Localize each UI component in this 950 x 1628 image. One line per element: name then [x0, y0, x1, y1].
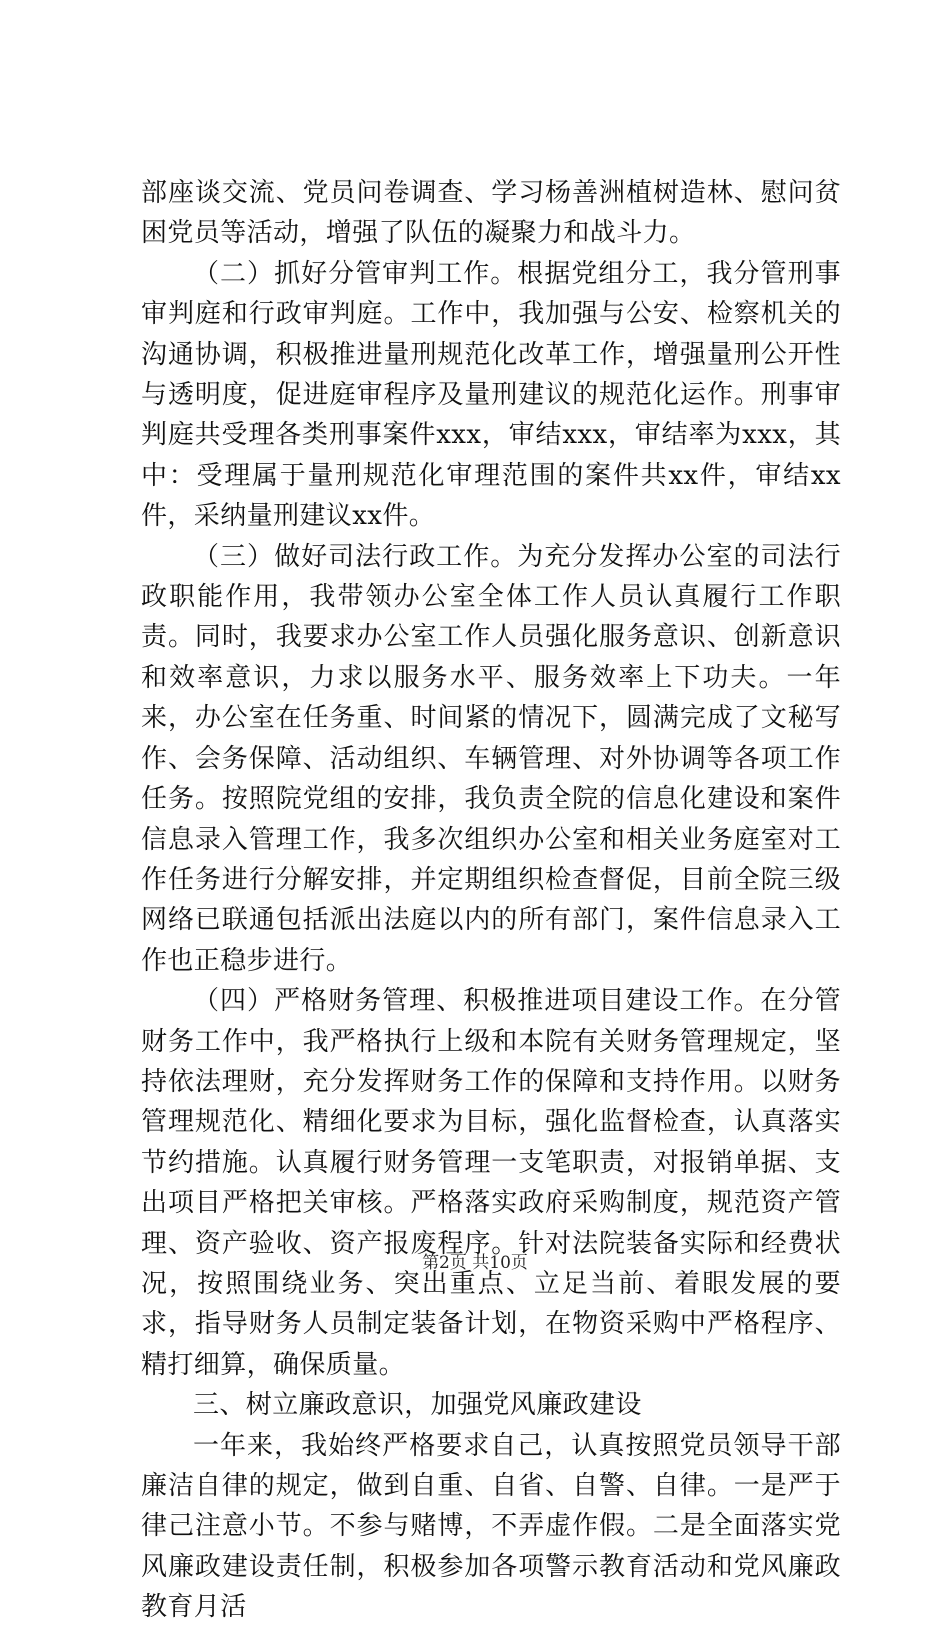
document-body: [141, 173, 841, 1628]
page-footer: [0, 1252, 950, 1274]
paragraph-finance: （四）严格财务管理、积极推进项目建设工作。在分管财务工作中，我严格执行上级和本院有关财务管理规定，坚持依法理财，充分发挥财务工作的保障和支持作用。以财务管理规范化、精细化要求为目标，强化监督检查，认真落实节约措施。认真履行财务管理一支笔职责，对报销单据、支出项目严格把关审核。严格落实政府采购制度，规范资产管理、资产验收、资产报废程序。针对法院装备实际和经费状况，按照围绕业务、突出重点、立足当前、着眼发展的要求，指导财务人员制定装备计划，在物资采购中严格程序、精打细算，确保质量。: [141, 986, 841, 1380]
paragraph-trial-work: （二）抓好分管审判工作。根据党组分工，我分管刑事审判庭和行政审判庭。工作中，我加强与公安、检察机关的沟通协调，积极推进量刑规范化改革工作，增强量刑公开性与透明度，促进庭审程序及量刑建议的规范化运作。刑事审判庭共受理各类刑事案件xxx，审结xxx，审结率为xxx，其中：受理属于量刑规范化审理范围的案件共xx件，审结xx件，采纳量刑建议xx件。: [141, 258, 841, 532]
paragraph-continuation: 部座谈交流、党员问卷调查、学习杨善洲植树造林、慰问贫困党员等活动，增强了队伍的凝聚力和战斗力。: [141, 178, 841, 249]
page-number-label: 第2页 共10页: [422, 1253, 528, 1273]
section-heading-integrity: 三、树立廉政意识，加强党风廉政建设: [193, 1390, 642, 1421]
paragraph-judicial-admin: （三）做好司法行政工作。为充分发挥办公室的司法行政职能作用，我带领办公室全体工作人员认真履行工作职责。同时，我要求办公室工作人员强化服务意识、创新意识和效率意识，力求以服务水平、服务效率上下功夫。一年来，办公室在任务重、时间紧的情况下，圆满完成了文秘写作、会务保障、活动组织、车辆管理、对外协调等各项工作任务。按照院党组的安排，我负责全院的信息化建设和案件信息录入管理工作，我多次组织办公室和相关业务庭室对工作任务进行分解安排，并定期组织检查督促，目前全院三级网络已联通包括派出法庭以内的所有部门，案件信息录入工作也正稳步进行。: [141, 541, 841, 976]
paragraph-integrity: 一年来，我始终严格要求自己，认真按照党员领导干部廉洁自律的规定，做到自重、自省、自警、自律。一是严于律己注意小节。不参与赌博，不弄虚作假。二是全面落实党风廉政建设责任制，积极参加各项警示教育活动和党风廉政教育月活: [141, 1430, 841, 1623]
